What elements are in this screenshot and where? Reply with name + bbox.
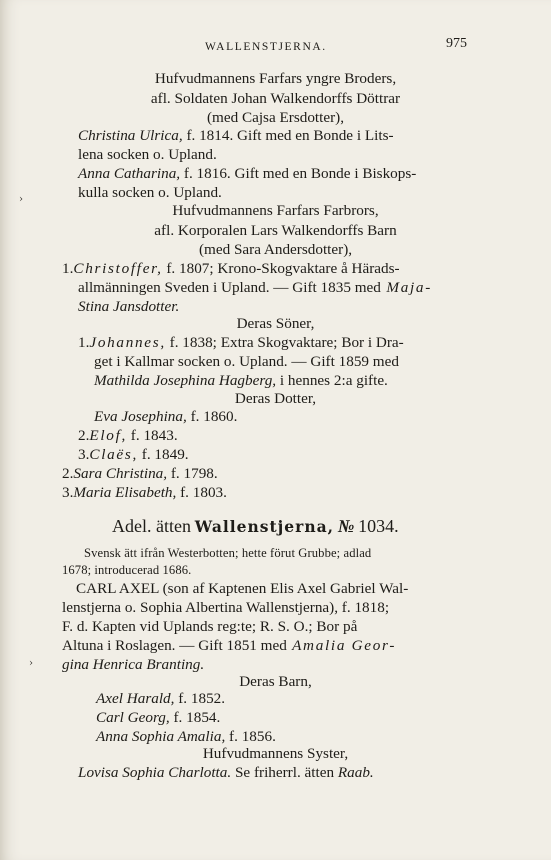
- text-line: F. d. Kapten vid Uplands reg:te; R. S. O.; Bor på: [62, 618, 358, 635]
- entry-text: Altuna i Roslagen. — Gift 1851 med: [62, 637, 287, 654]
- entry-text: f. 1856.: [225, 728, 276, 745]
- entry-text: f. 1816. Gift med en Bonde i Biskops-: [180, 165, 417, 182]
- person-name: Claës,: [89, 446, 138, 463]
- text-line: [96, 690, 225, 708]
- text-line: Hufvudmannens Farfars yngre Broders,: [154, 70, 397, 87]
- text-line: lenstjerna o. Sophia Albertina Wallenstjerna), f. 1818;: [62, 599, 390, 616]
- family-reference: Raab.: [334, 764, 374, 781]
- text-line: [62, 260, 400, 278]
- entry-text: allmänningen Sveden i Upland. — Gift 1835 med: [78, 279, 381, 296]
- text-line: [78, 764, 374, 782]
- person-name: Anna Catharina,: [78, 165, 181, 182]
- text-line: gina Henrica Branting.: [62, 656, 205, 673]
- entry-number: 3.: [62, 484, 74, 501]
- text-line: [96, 709, 220, 727]
- entry-text: f. 1854.: [169, 709, 221, 726]
- text-line: [62, 465, 218, 483]
- text-line: [78, 427, 178, 445]
- intro-line: 1678; introducerad 1686.: [62, 563, 192, 577]
- person-name: Mathilda Josephina Hagberg,: [94, 372, 277, 389]
- text-line: Stina Jansdotter.: [78, 298, 180, 315]
- number-sign: №: [337, 516, 355, 536]
- entry-number: 3.: [78, 446, 90, 463]
- entry-text: i hennes 2:a gifte.: [276, 372, 388, 389]
- text-line: [62, 637, 396, 655]
- entry-text: f. 1798.: [167, 465, 218, 482]
- person-name: Sara Christina,: [73, 465, 168, 482]
- text-line: (med Sara Andersdotter),: [198, 241, 353, 258]
- person-name: Maja-: [380, 279, 432, 296]
- entry-text: f. 1860.: [186, 408, 238, 425]
- print-mark: ›: [19, 194, 23, 205]
- page-number: 975: [446, 36, 467, 51]
- entry-number: 1.: [78, 334, 90, 351]
- text-line: (med Cajsa Ersdotter),: [206, 109, 345, 126]
- text-line: Deras Söner,: [236, 315, 315, 332]
- text-line: [78, 165, 416, 183]
- person-name: Johannes,: [89, 334, 166, 351]
- text-line: [78, 334, 404, 352]
- person-name: Eva Josephina,: [94, 408, 187, 425]
- person-name: Christina Ulrica,: [78, 127, 183, 144]
- entry-text: f. 1852.: [174, 690, 226, 707]
- running-title: WALLENSTJERNA.: [205, 41, 327, 53]
- intro-line: Svensk ätt ifrån Westerbotten; hette förut Grubbe; adlad: [84, 546, 372, 560]
- person-name: Axel Harald,: [96, 690, 175, 707]
- text-line: Hufvudmannens Syster,: [202, 745, 349, 762]
- entry-text: Se friherrl. ätten: [231, 764, 335, 781]
- text-line: afl. Korporalen Lars Walkendorffs Barn: [154, 222, 397, 239]
- entry-text: f. 1814. Gift med en Bonde i Lits-: [182, 127, 394, 144]
- text-line: [78, 446, 189, 464]
- text-line: [78, 127, 394, 145]
- person-name: Elof,: [89, 427, 127, 444]
- person-name: Maria Elisabeth,: [73, 484, 177, 501]
- text-line: [96, 728, 276, 746]
- heading-number: 1034.: [358, 516, 399, 536]
- entry-text: f. 1807; Krono-Skogvaktare å Härads-: [162, 260, 400, 277]
- text-line: Deras Dotter,: [234, 390, 317, 407]
- text-line: lena socken o. Upland.: [78, 146, 217, 163]
- entry-number: 2.: [62, 465, 74, 482]
- entry-text: f. 1849.: [137, 446, 189, 463]
- family-name: Wallenstjerna,: [194, 517, 335, 536]
- entry-text: f. 1843.: [127, 427, 178, 444]
- text-line: CARL AXEL (son af Kaptenen Elis Axel Gabriel Wal-: [76, 580, 409, 597]
- person-name: Amalia Geor-: [286, 637, 397, 654]
- print-mark: ›: [29, 658, 33, 669]
- text-line: Deras Barn,: [239, 673, 312, 690]
- text-line: afl. Soldaten Johan Walkendorffs Döttrar: [150, 90, 401, 107]
- entry-number: 2.: [78, 427, 90, 444]
- entry-number: 1.: [62, 260, 74, 277]
- text-line: kulla socken o. Upland.: [78, 184, 222, 201]
- entry-text: f. 1803.: [176, 484, 227, 501]
- person-name: Carl Georg,: [96, 709, 170, 726]
- person-name: Anna Sophia Amalia,: [96, 728, 226, 745]
- entry-text: f. 1838; Extra Skogvaktare; Bor i Dra-: [165, 334, 404, 351]
- text-line: Hufvudmannens Farfars Farbrors,: [172, 202, 379, 219]
- text-line: get i Kallmar socken o. Upland. — Gift 1859 med: [94, 353, 399, 370]
- text-line: [62, 484, 227, 502]
- heading-prefix: Adel. ätten: [112, 516, 191, 536]
- text-line: [78, 279, 432, 297]
- section-heading: [112, 514, 399, 540]
- person-name: Christoffer,: [73, 260, 163, 277]
- text-line: [94, 408, 237, 426]
- text-line: [94, 372, 388, 390]
- person-name: Lovisa Sophia Charlotta.: [78, 764, 232, 781]
